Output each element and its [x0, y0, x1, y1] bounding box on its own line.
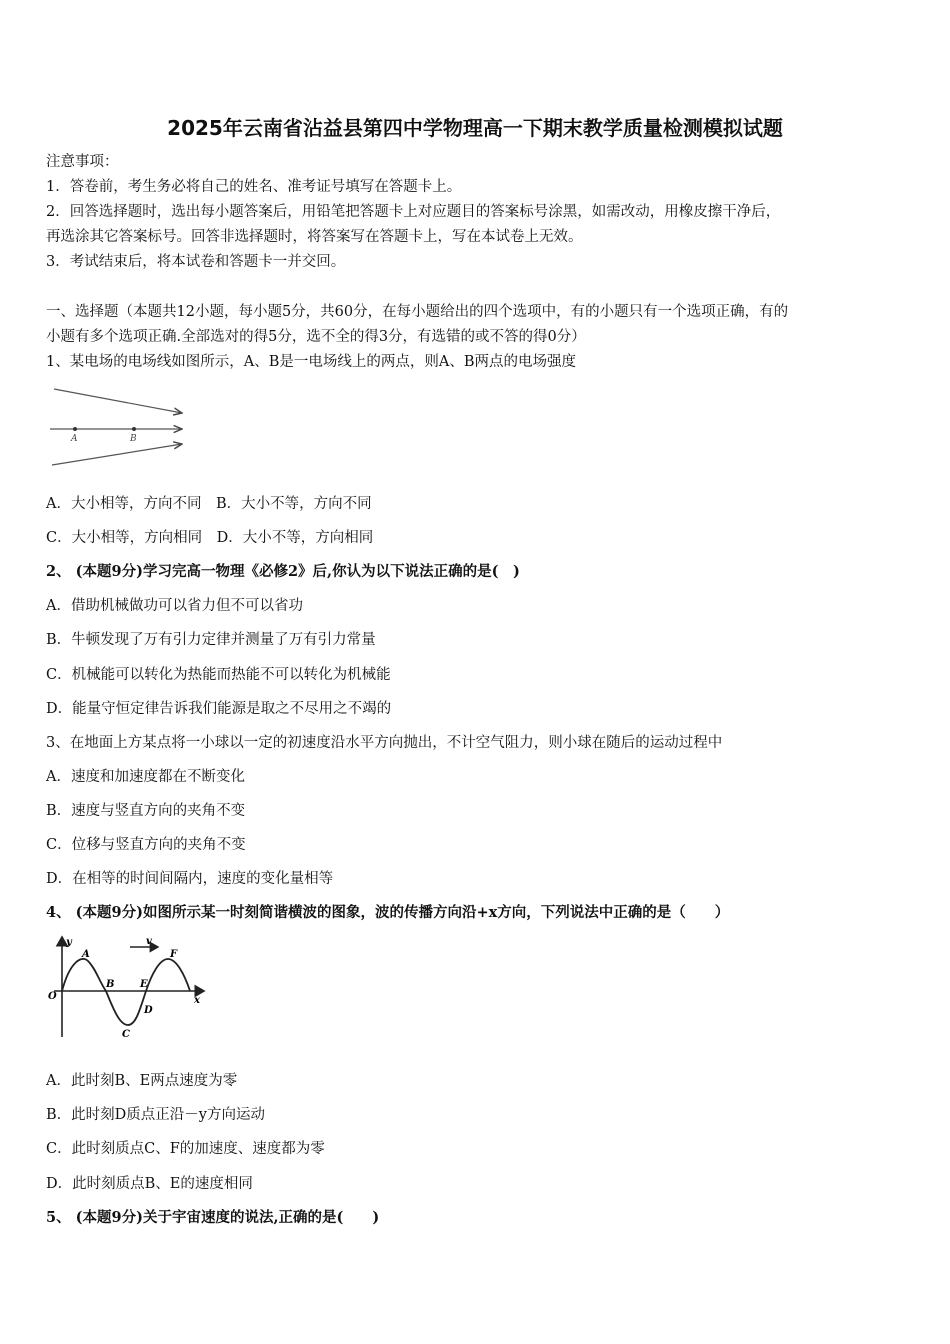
- wave-figure: [44, 933, 214, 1043]
- notice-heading: 注意事项：: [46, 154, 119, 170]
- notice-item: 3．考试结束后，将本试卷和答题卡一并交回。: [46, 254, 346, 270]
- section-instructions: 一、选择题（本题共12小题，每小题5分，共60分，在每小题给出的四个选项中，有的小题只有一个选项正确，有的: [46, 304, 789, 320]
- label-A: A: [82, 949, 90, 960]
- wave-curve: [62, 959, 190, 1025]
- question-4-option: A．此时刻B、E两点速度为零: [46, 1073, 238, 1089]
- question-3-option: C．位移与竖直方向的夹角不变: [46, 837, 246, 853]
- notice-item: 1．答卷前，考生务必将自己的姓名、准考证号填写在答题卡上。: [46, 179, 462, 195]
- label-a: A: [71, 434, 78, 444]
- label-v: v: [146, 936, 152, 947]
- question-5-stem: 5、 (本题9分)关于宇宙速度的说法,正确的是( ): [46, 1209, 380, 1226]
- question-3-option: B．速度与竖直方向的夹角不变: [46, 803, 246, 819]
- question-2-option: D．能量守恒定律告诉我们能源是取之不尽用之不竭的: [46, 701, 392, 717]
- question-2-option: C．机械能可以转化为热能而热能不可以转化为机械能: [46, 667, 391, 683]
- question-1-options: C．大小相等，方向相同 D．大小不等，方向相同: [46, 530, 374, 546]
- question-3-option: A．速度和加速度都在不断变化: [46, 769, 245, 785]
- question-4-option: C．此时刻质点C、F的加速度、速度都为零: [46, 1141, 325, 1157]
- point-b: [132, 427, 136, 431]
- label-F: F: [170, 949, 178, 960]
- question-1-options: A．大小相等，方向不同 B．大小不等，方向不同: [46, 496, 372, 512]
- label-x: x: [194, 995, 200, 1006]
- question-2-option: A．借助机械做功可以省力但不可以省功: [46, 598, 303, 614]
- notice-item: 2．回答选择题时，选出每小题答案后，用铅笔把答题卡上对应题目的答案标号涂黑，如需改动，用橡皮擦干净后，: [46, 204, 781, 220]
- question-3-stem: 3、在地面上方某点将一小球以一定的初速度沿水平方向抛出，不计空气阻力，则小球在随后的运动过程中: [46, 735, 723, 751]
- label-b: B: [130, 434, 137, 444]
- page-title: 2025年云南省沾益县第四中学物理高一下期末教学质量检测模拟试题: [167, 116, 783, 140]
- question-2-stem: 2、 (本题9分)学习完高一物理《必修2》后,你认为以下说法正确的是( ): [46, 563, 520, 580]
- label-D: D: [144, 1005, 153, 1016]
- label-C: C: [122, 1029, 130, 1040]
- field-line-top: [54, 389, 182, 413]
- label-y: y: [66, 937, 72, 948]
- question-1-stem: 1、某电场的电场线如图所示，A、B是一电场线上的两点，则A、B两点的电场强度: [46, 354, 576, 370]
- question-2-option: B．牛顿发现了万有引力定律并测量了万有引力常量: [46, 632, 376, 648]
- question-4-stem: 4、 (本题9分)如图所示某一时刻简谐横波的图象，波的传播方向沿+x方向，下列说法中正确的是（ ）: [46, 904, 730, 921]
- question-4-option: B．此时刻D质点正沿－y方向运动: [46, 1107, 265, 1123]
- point-a: [73, 427, 77, 431]
- label-B: B: [106, 979, 115, 990]
- label-E: E: [140, 979, 148, 990]
- electric-field-figure: [46, 383, 186, 473]
- question-3-option: D．在相等的时间间隔内，速度的变化量相等: [46, 871, 334, 887]
- field-line-bottom: [52, 444, 182, 465]
- question-4-option: D．此时刻质点B、E的速度相同: [46, 1176, 253, 1192]
- label-o: O: [48, 991, 57, 1002]
- section-instructions: 小题有多个选项正确.全部选对的得5分，选不全的得3分，有选错的或不答的得0分）: [46, 329, 586, 345]
- notice-item: 再选涂其它答案标号。回答非选择题时，将答案写在答题卡上，写在本试卷上无效。: [46, 229, 583, 245]
